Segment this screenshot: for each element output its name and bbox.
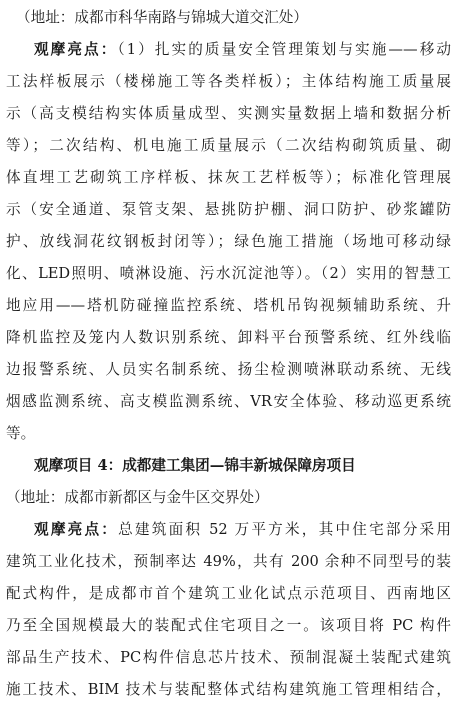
- paragraph-2-line-5: 施工技术、BIM 技术与装配整体式结构建筑施工管理相结合，: [6, 681, 451, 698]
- highlights-paragraph-1-first-line: [6, 34, 451, 66]
- paragraph-2-line-0: 总建筑面积 52 万平方米，其中住宅部分采用: [118, 521, 451, 538]
- paragraph-1-line-1: 工法样板展示（楼梯施工等各类样板）；主体结构施工质量展: [6, 73, 451, 90]
- paragraph-1-line-7: 化、LED照明、喷淋设施、污水沉淀池等）。（2）实用的智慧工: [6, 265, 451, 282]
- address-line-2: （地址：成都市新都区与金牛区交界处）: [6, 489, 269, 506]
- project-4-heading: 观摩项目 4：成都建工集团—锦丰新城保障房项目: [34, 457, 356, 474]
- highlights-label-2: 观摩亮点：: [34, 521, 119, 538]
- paragraph-1-line-5: 示（安全通道、泵管支架、悬挑防护棚、洞口防护、砂浆罐防: [6, 201, 451, 218]
- paragraph-2-line-4: 部品生产技术、PC构件信息芯片技术、预制混凝土装配式建筑: [6, 649, 451, 666]
- paragraph-1-line-0: （1）扎实的质量安全管理策划与实施——移动: [117, 41, 451, 58]
- paragraph-1-line-2: 示（高支模结构实体质量成型、实测实量数据上墙和数据分析: [6, 105, 451, 122]
- paragraph-1-line-11: 烟感监测系统、高支模监测系统、VR安全体验、移动巡更系统: [6, 393, 451, 410]
- paragraph-1-line-6: 护、放线洞花纹钢板封闭等）；绿色施工措施（场地可移动绿: [6, 233, 451, 250]
- paragraph-1-line-9: 降机监控及笼内人数识别系统、卸料平台预警系统、红外线临: [6, 329, 451, 346]
- paragraph-2-line-3: 乃至全国规模最大的装配式住宅项目之一。该项目将 PC 构件: [6, 617, 451, 634]
- document-page: [6, 2, 451, 706]
- paragraph-1-line-3: 等）；二次结构、机电施工质量展示（二次结构砌筑质量、砌: [6, 137, 451, 154]
- paragraph-2-line-1: 建筑工业化技术，预制率达 49%，共有 200 余种不同型号的装: [6, 553, 451, 570]
- paragraph-2-line-2: 配式构件，是成都市首个建筑工业化试点示范项目、西南地区: [6, 585, 451, 602]
- address-line-1: （地址：成都市科华南路与锦城大道交汇处）: [16, 9, 308, 26]
- highlights-label-1: 观摩亮点：: [34, 41, 118, 58]
- paragraph-1-line-10: 边报警系统、人员实名制系统、扬尘检测喷淋联动系统、无线: [6, 361, 451, 378]
- paragraph-1-line-8: 地应用——塔机防碰撞监控系统、塔机吊钩视频辅助系统、升: [6, 297, 451, 314]
- paragraph-1-line-12: 等。: [6, 425, 36, 442]
- highlights-paragraph-2-first-line: [6, 514, 451, 546]
- paragraph-1-line-4: 体直埋工艺砌筑工序样板、抹灰工艺样板等）；标准化管理展: [6, 169, 451, 186]
